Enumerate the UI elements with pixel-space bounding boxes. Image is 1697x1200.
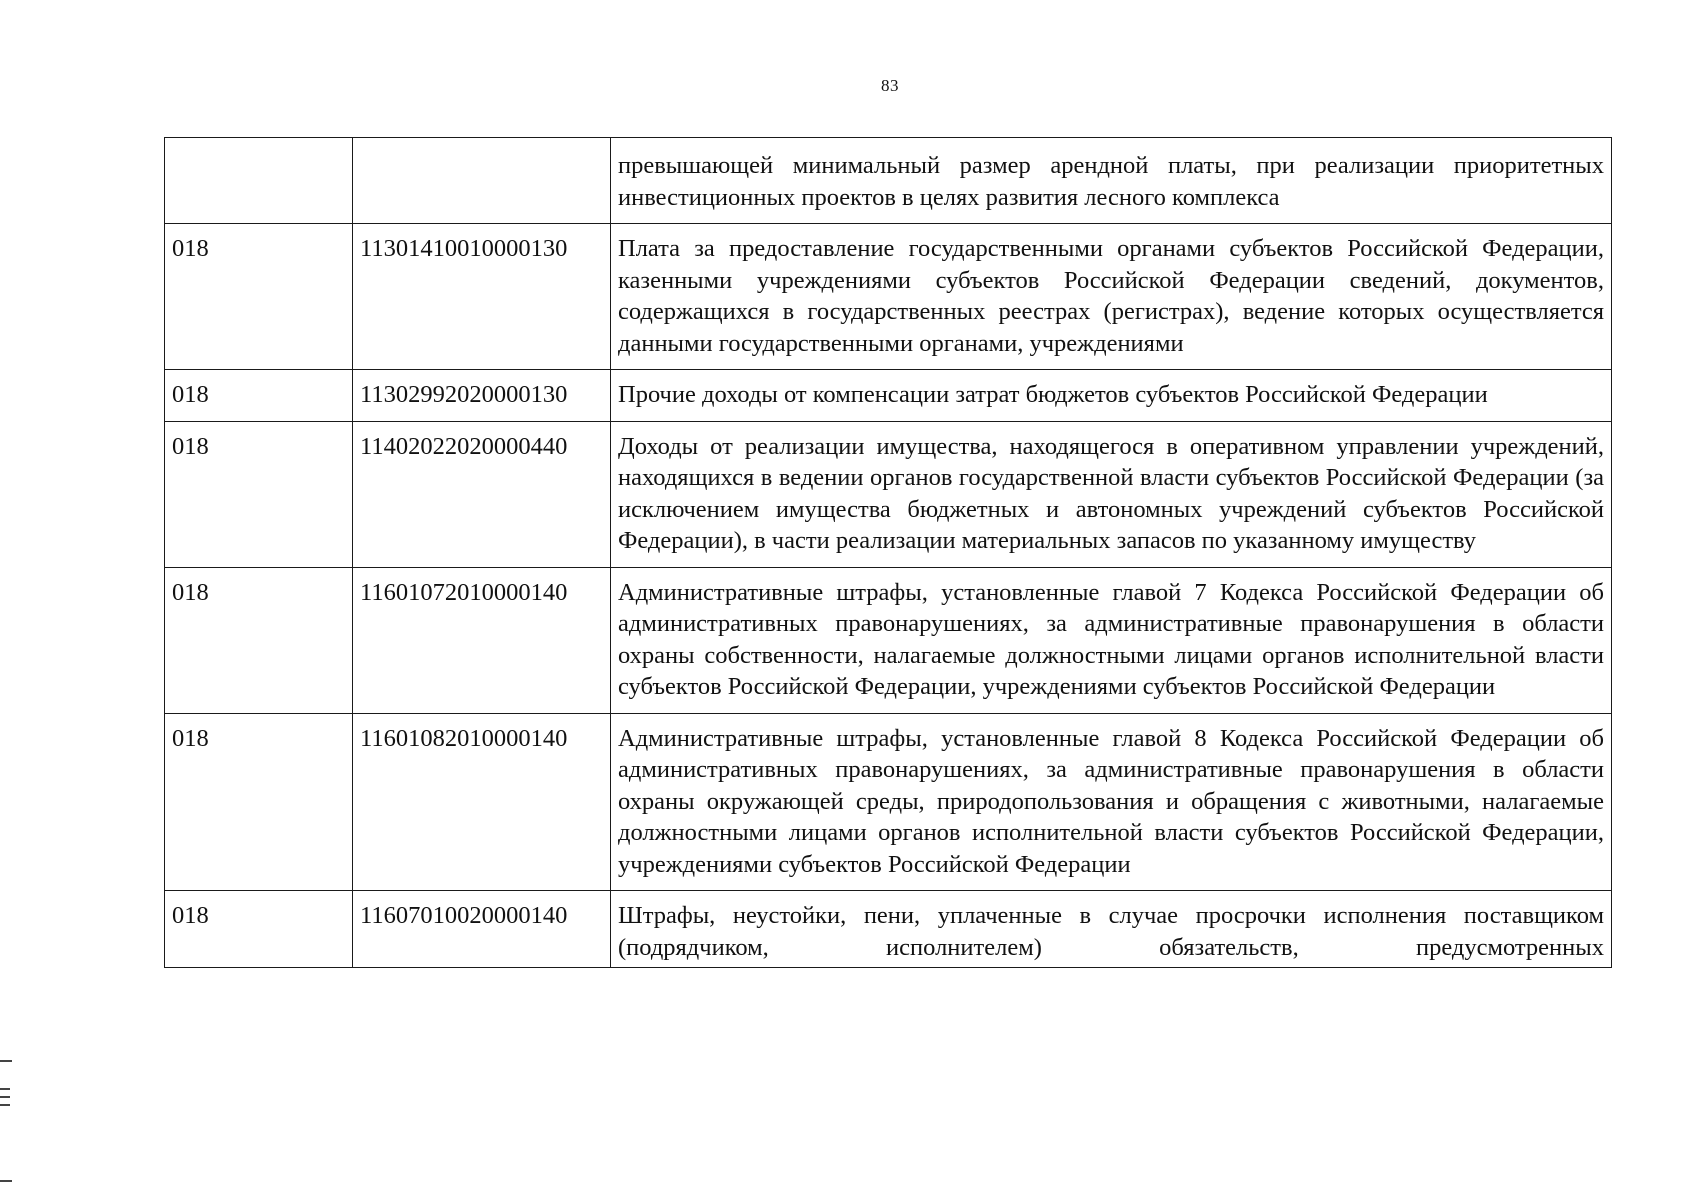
table-row: [165, 370, 1612, 422]
chapter-cell: 018: [165, 567, 353, 713]
code-cell: 11402022020000440: [353, 421, 611, 567]
scan-margin-mark: [0, 1060, 12, 1062]
table-row: [165, 224, 1612, 370]
code-cell: 11607010020000140: [353, 891, 611, 968]
chapter-cell: 018: [165, 891, 353, 968]
description-cell: превышающей минимальный размер арендной платы, при реализации приоритетных инвестиционных проектов в целях развития лесного комплекса: [611, 138, 1612, 224]
code-cell: 11302992020000130: [353, 370, 611, 422]
chapter-cell: 018: [165, 224, 353, 370]
page-number: 83: [881, 76, 899, 95]
code-cell: 11601082010000140: [353, 713, 611, 891]
scan-margin-mark: [0, 1180, 12, 1182]
code-cell: 11301410010000130: [353, 224, 611, 370]
description-cell: Прочие доходы от компенсации затрат бюджетов субъектов Российской Федерации: [611, 370, 1612, 422]
table-row: [165, 567, 1612, 713]
table-row: [165, 421, 1612, 567]
scan-margin-mark: [0, 1096, 10, 1098]
description-cell: Штрафы, неустойки, пени, уплаченные в случае просрочки исполнения поставщиком (подрядчиком, исполнителем) обязательств, предусмотренных: [611, 891, 1612, 968]
scan-margin-mark: [0, 1088, 10, 1090]
description-cell: Плата за предоставление государственными органами субъектов Российской Федерации, казенными учреждениями субъектов Российской Федерации сведений, документов, содержащихся в государственных реестрах (регистрах), ведение которых осуществляется данными государственными органами, учреждениями: [611, 224, 1612, 370]
table-row: [165, 713, 1612, 891]
chapter-cell: [165, 138, 353, 224]
revenue-codes-table: [164, 137, 1612, 968]
table-row: [165, 891, 1612, 968]
chapter-cell: 018: [165, 370, 353, 422]
description-cell: Административные штрафы, установленные главой 7 Кодекса Российской Федерации об административных правонарушениях, за административные правонарушения в области охраны собственности, налагаемые должностными лицами органов исполнительной власти субъектов Российской Федерации, учреждениями субъектов Российской Федерации: [611, 567, 1612, 713]
table-row: [165, 138, 1612, 224]
code-cell: 11601072010000140: [353, 567, 611, 713]
description-cell: Административные штрафы, установленные главой 8 Кодекса Российской Федерации об административных правонарушениях, за административные правонарушения в области охраны окружающей среды, природопользования и обращения с животными, налагаемые должностными лицами органов исполнительной власти субъектов Российской Федерации, учреждениями субъектов Российской Федерации: [611, 713, 1612, 891]
chapter-cell: 018: [165, 421, 353, 567]
description-cell: Доходы от реализации имущества, находящегося в оперативном управлении учреждений, находящихся в ведении органов государственной власти субъектов Российской Федерации (за исключением имущества бюджетных и автономных учреждений субъектов Российской Федерации), в части реализации материальных запасов по указанному имуществу: [611, 421, 1612, 567]
scan-margin-mark: [0, 1104, 10, 1106]
code-cell: [353, 138, 611, 224]
chapter-cell: 018: [165, 713, 353, 891]
